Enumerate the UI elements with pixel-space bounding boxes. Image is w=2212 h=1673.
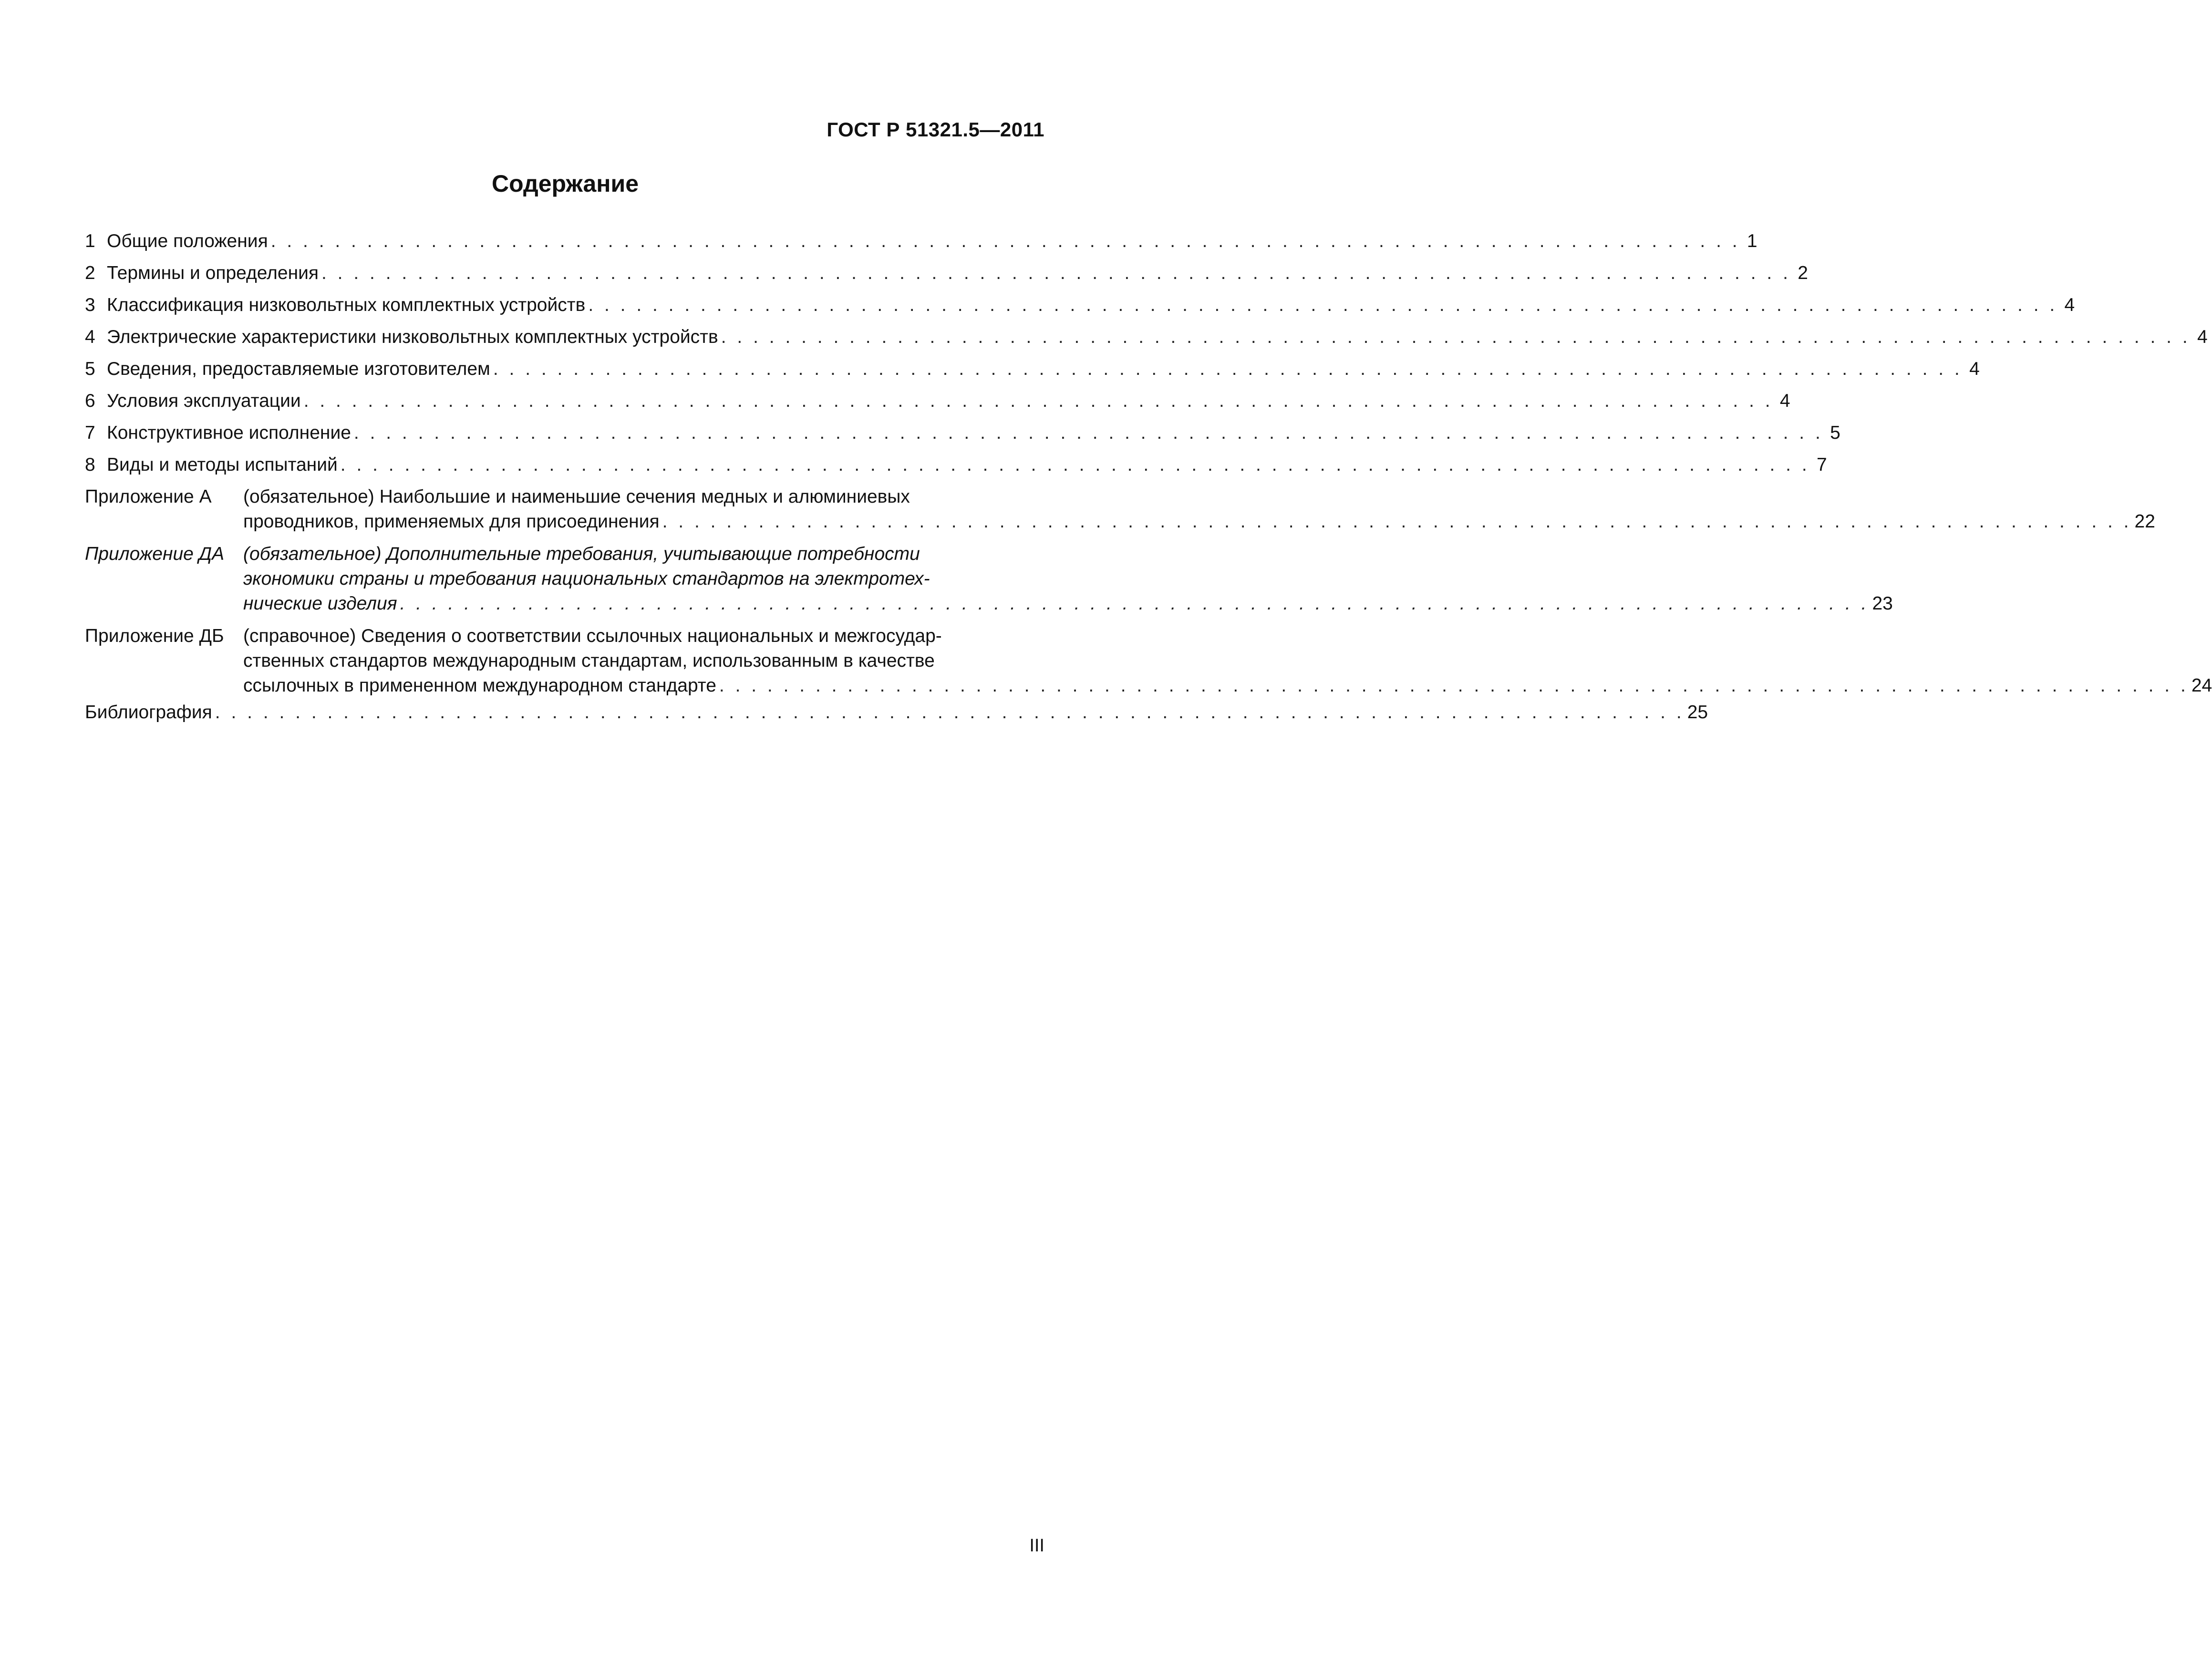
dot-leader <box>354 421 1823 445</box>
page-number: 1 <box>1747 230 1757 251</box>
dot-leader <box>304 389 1773 413</box>
section-title: Виды и методы испытаний <box>107 454 338 475</box>
page-number: 2 <box>1798 262 1808 283</box>
page-number: 7 <box>1816 454 1827 475</box>
toc-bibliography[interactable] <box>85 700 1708 725</box>
toc-entry[interactable] <box>85 417 1840 449</box>
dot-leader <box>271 229 1740 254</box>
appendix-title-line: (обязательное) Дополнительные требования, учитывающие потребности <box>243 544 920 564</box>
section-title: Общие положения <box>107 230 268 251</box>
section-title: Условия эксплуатации <box>107 390 301 411</box>
bibliography-label: Библиография <box>85 702 212 723</box>
appendix-title-line: экономики страны и требования национальных стандартов на электротех- <box>243 568 930 589</box>
appendix-title-line: нические изделия <box>243 593 397 614</box>
page-number: 4 <box>1779 390 1790 411</box>
dot-leader <box>719 673 2189 698</box>
page-number: 25 <box>1687 702 1708 723</box>
toc-entry[interactable] <box>85 289 2075 321</box>
page-number: 5 <box>1830 422 1840 443</box>
toc-entry[interactable] <box>85 321 2208 353</box>
dot-leader <box>321 261 1791 286</box>
dot-leader <box>662 509 2132 534</box>
section-title: Классификация низковольтных комплектных устройств <box>107 294 586 315</box>
section-number: 7 <box>85 422 95 443</box>
toc-title: Содержание <box>491 170 639 197</box>
toc-entry[interactable] <box>85 385 1790 417</box>
toc-entry[interactable] <box>85 449 1827 481</box>
appendix-title-line: проводников, применяемых для присоединения <box>243 511 660 532</box>
dot-leader <box>588 293 2057 318</box>
page-number: 4 <box>2064 294 2075 315</box>
section-title: Электрические характеристики низковольтных комплектных устройств <box>107 326 718 347</box>
table-of-contents <box>85 225 2212 725</box>
section-number: 2 <box>85 262 95 283</box>
page-number: 4 <box>2197 326 2208 347</box>
toc-entry[interactable] <box>85 353 1980 385</box>
toc-entry[interactable] <box>85 257 1808 289</box>
section-number: 4 <box>85 326 95 347</box>
appendix-name: Приложение ДА <box>85 544 225 564</box>
section-number: 1 <box>85 230 95 251</box>
toc-entry[interactable] <box>85 225 1757 257</box>
appendix-title-line: ственных стандартов международным стандартам, использованным в качестве <box>243 651 935 671</box>
section-title: Конструктивное исполнение <box>107 422 351 443</box>
dot-leader <box>493 357 1963 382</box>
page-number: 4 <box>1969 358 1980 379</box>
appendix-name: Приложение ДБ <box>85 626 224 646</box>
toc-appendix-a[interactable] <box>85 485 2155 534</box>
section-number: 3 <box>85 294 95 315</box>
dot-leader <box>721 325 2191 350</box>
appendix-title-line: (справочное) Сведения о соответствии ссылочных национальных и межгосудар- <box>243 626 942 646</box>
page-number: 23 <box>1872 593 1893 614</box>
page-number: 24 <box>2191 675 2212 696</box>
appendix-name: Приложение А <box>85 486 212 507</box>
section-number: 8 <box>85 454 95 475</box>
section-number: 6 <box>85 390 95 411</box>
appendix-title-line: ссылочных в примененном международном стандарте <box>243 675 716 696</box>
section-title: Сведения, предоставляемые изготовителем <box>107 358 490 379</box>
page-footer-number: III <box>1029 1536 1044 1556</box>
standard-code: ГОСТ Р 51321.5—2011 <box>827 118 1044 141</box>
section-title: Термины и определения <box>107 262 319 283</box>
appendix-title-line: (обязательное) Наибольшие и наименьшие сечения медных и алюминиевых <box>243 486 910 507</box>
dot-leader <box>215 700 1685 725</box>
section-number: 5 <box>85 358 95 379</box>
toc-appendix-da[interactable] <box>85 542 1893 616</box>
dot-leader <box>341 453 1810 477</box>
page-number: 22 <box>2134 511 2155 532</box>
toc-appendix-db[interactable] <box>85 624 2212 698</box>
dot-leader <box>400 591 1870 616</box>
